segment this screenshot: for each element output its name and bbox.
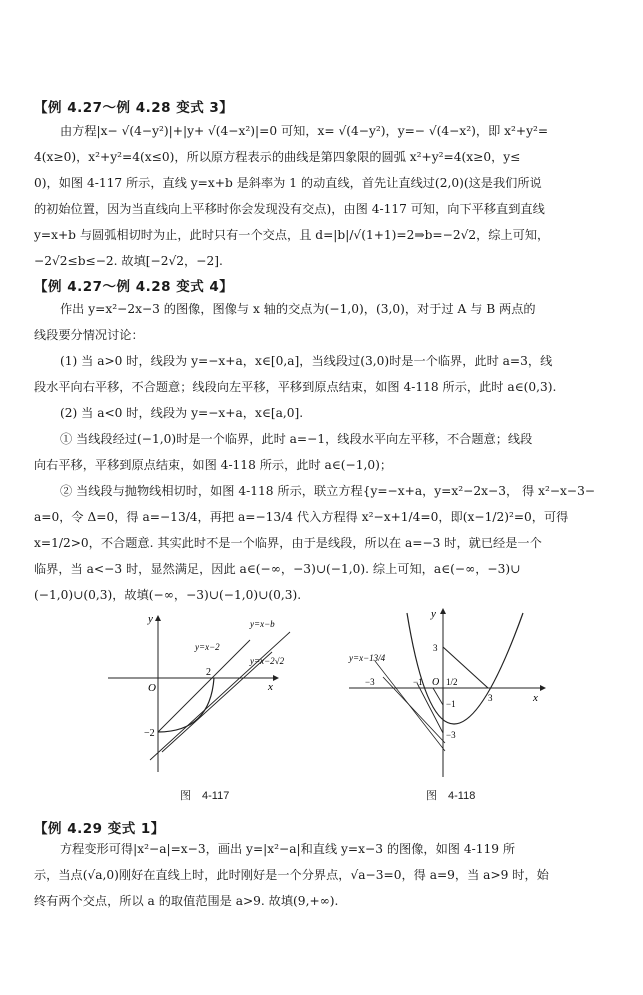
tick-label: 3 bbox=[488, 693, 493, 703]
section-heading-2: 【例 4.27～例 4.28 变式 4】 bbox=[34, 279, 234, 295]
text-line: (−1,0)∪(0,3)，故填(−∞，−3)∪(−1,0)∪(0,3). bbox=[34, 588, 302, 602]
text-line: 的初始位置，因为当直线向上平移时你会发现没有交点)，由图 4-117 可知，向下平移直到直线 bbox=[34, 202, 545, 216]
origin-label: O bbox=[148, 682, 156, 694]
text-line: (2) 当 a<0 时，线段为 y=−x+a，x∈[a,0]. bbox=[60, 406, 304, 420]
section-heading-3: 【例 4.29 变式 1】 bbox=[34, 821, 165, 837]
tick-label: −3 bbox=[446, 730, 456, 740]
text-line: ① 当线段经过(−1,0)时是一个临界，此时 a=−1，线段水平向左平移，不合题意；线段 bbox=[60, 432, 533, 446]
tick-label: 3 bbox=[433, 643, 438, 653]
text-line: a=0，令 Δ=0，得 a=−13/4，再把 a=−13/4 代入方程得 x²−x+1/4=0，即(x−1/2)²=0，可得 bbox=[34, 510, 569, 524]
text-line: ② 当线段与抛物线相切时，如图 4-118 所示，联立方程{y=−x+a，y=x²−2x−3， 得 x²−x−3− bbox=[60, 484, 596, 498]
section-body-1 bbox=[34, 118, 609, 274]
text-line: 线段要分情况讨论： bbox=[34, 328, 144, 342]
text-line: −2√2≤b≤−2. 故填[−2√2，−2]. bbox=[34, 254, 223, 268]
figure-caption: 图 4-118 bbox=[426, 790, 476, 802]
tick-label: −3 bbox=[365, 677, 375, 687]
text-line: 由方程|x− √(4−y²)|+|y+ √(4−x²)|=0 可知，x= √(4−y²)，y=− √(4−x²)，即 x²+y²= bbox=[60, 124, 549, 138]
text-line: 段水平向右平移，不合题意；线段向左平移，平移到原点结束，如图 4-118 所示，此时 a∈(0,3). bbox=[34, 380, 557, 394]
text-line: 终有两个交点，所以 a 的取值范围是 a>9. 故填(9,+∞). bbox=[34, 894, 339, 908]
text-line: 作出 y=x²−2x−3 的图像，图像与 x 轴的交点为(−1,0)，(3,0)，对于过 A 与 B 两点的 bbox=[60, 302, 536, 316]
x-axis-label: x bbox=[268, 681, 273, 693]
line-label: y=x−13/4 bbox=[349, 653, 386, 663]
figure-4-117 bbox=[100, 612, 300, 777]
section-body-2 bbox=[34, 296, 609, 608]
y-axis-label: y bbox=[148, 613, 153, 625]
text-line: (1) 当 a>0 时，线段为 y=−x+a，x∈[0,a]，当线段过(3,0)时是一个临界，此时 a=3，线 bbox=[60, 354, 553, 368]
figure-caption: 图 4-117 bbox=[180, 790, 230, 802]
tick-label: −1 bbox=[413, 677, 423, 687]
origin-label: O bbox=[432, 677, 440, 688]
tick-label: 1/2 bbox=[446, 677, 458, 687]
y-axis-label: y bbox=[431, 608, 436, 620]
text-line: 4(x≥0)，x²+y²=4(x≤0)，所以原方程表示的曲线是第四象限的圆弧 x²+y²=4(x≥0，y≤ bbox=[34, 150, 521, 164]
text-line: 示，当点(√a,0)刚好在直线上时，此时刚好是一个分界点，√a−3=0，得 a=9，当 a>9 时，始 bbox=[34, 868, 549, 882]
text-line: x=1/2>0，不合题意. 其实此时不是一个临界，由于是线段，所以在 a=−3 时，就已经是一个 bbox=[34, 536, 542, 550]
x-axis-label: x bbox=[533, 692, 538, 704]
text-line: 向右平移，平移到原点结束，如图 4-118 所示，此时 a∈(−1,0)； bbox=[34, 458, 393, 472]
tick-label: −1 bbox=[446, 699, 456, 709]
line-label: y=x−b bbox=[250, 619, 275, 629]
figure-4-118 bbox=[345, 605, 560, 780]
line-label: y=x−2 bbox=[195, 642, 220, 652]
section-heading-1: 【例 4.27～例 4.28 变式 3】 bbox=[34, 100, 234, 116]
text-line: 方程变形可得|x²−a|=x−3，画出 y=|x²−a|和直线 y=x−3 的图像，如图 4-119 所 bbox=[60, 842, 516, 856]
text-line: y=x+b 与圆弧相切时为止，此时只有一个交点，且 d=|b|/√(1+1)=2⇒b=−2√2，综上可知， bbox=[34, 228, 550, 242]
text-line: 临界，当 a<−3 时，显然满足，因此 a∈(−∞，−3)∪(−1,0). 综上可知，a∈(−∞，−3)∪ bbox=[34, 562, 521, 576]
line-label: y=x−2√2 bbox=[250, 656, 285, 666]
section-body-3 bbox=[34, 836, 609, 914]
tick-label: 2 bbox=[206, 667, 211, 678]
tick-label: −2 bbox=[144, 728, 155, 739]
text-line: 0)，如图 4-117 所示，直线 y=x+b 是斜率为 1 的动直线，首先让直线过(2,0)(这是我们所说 bbox=[34, 176, 542, 190]
